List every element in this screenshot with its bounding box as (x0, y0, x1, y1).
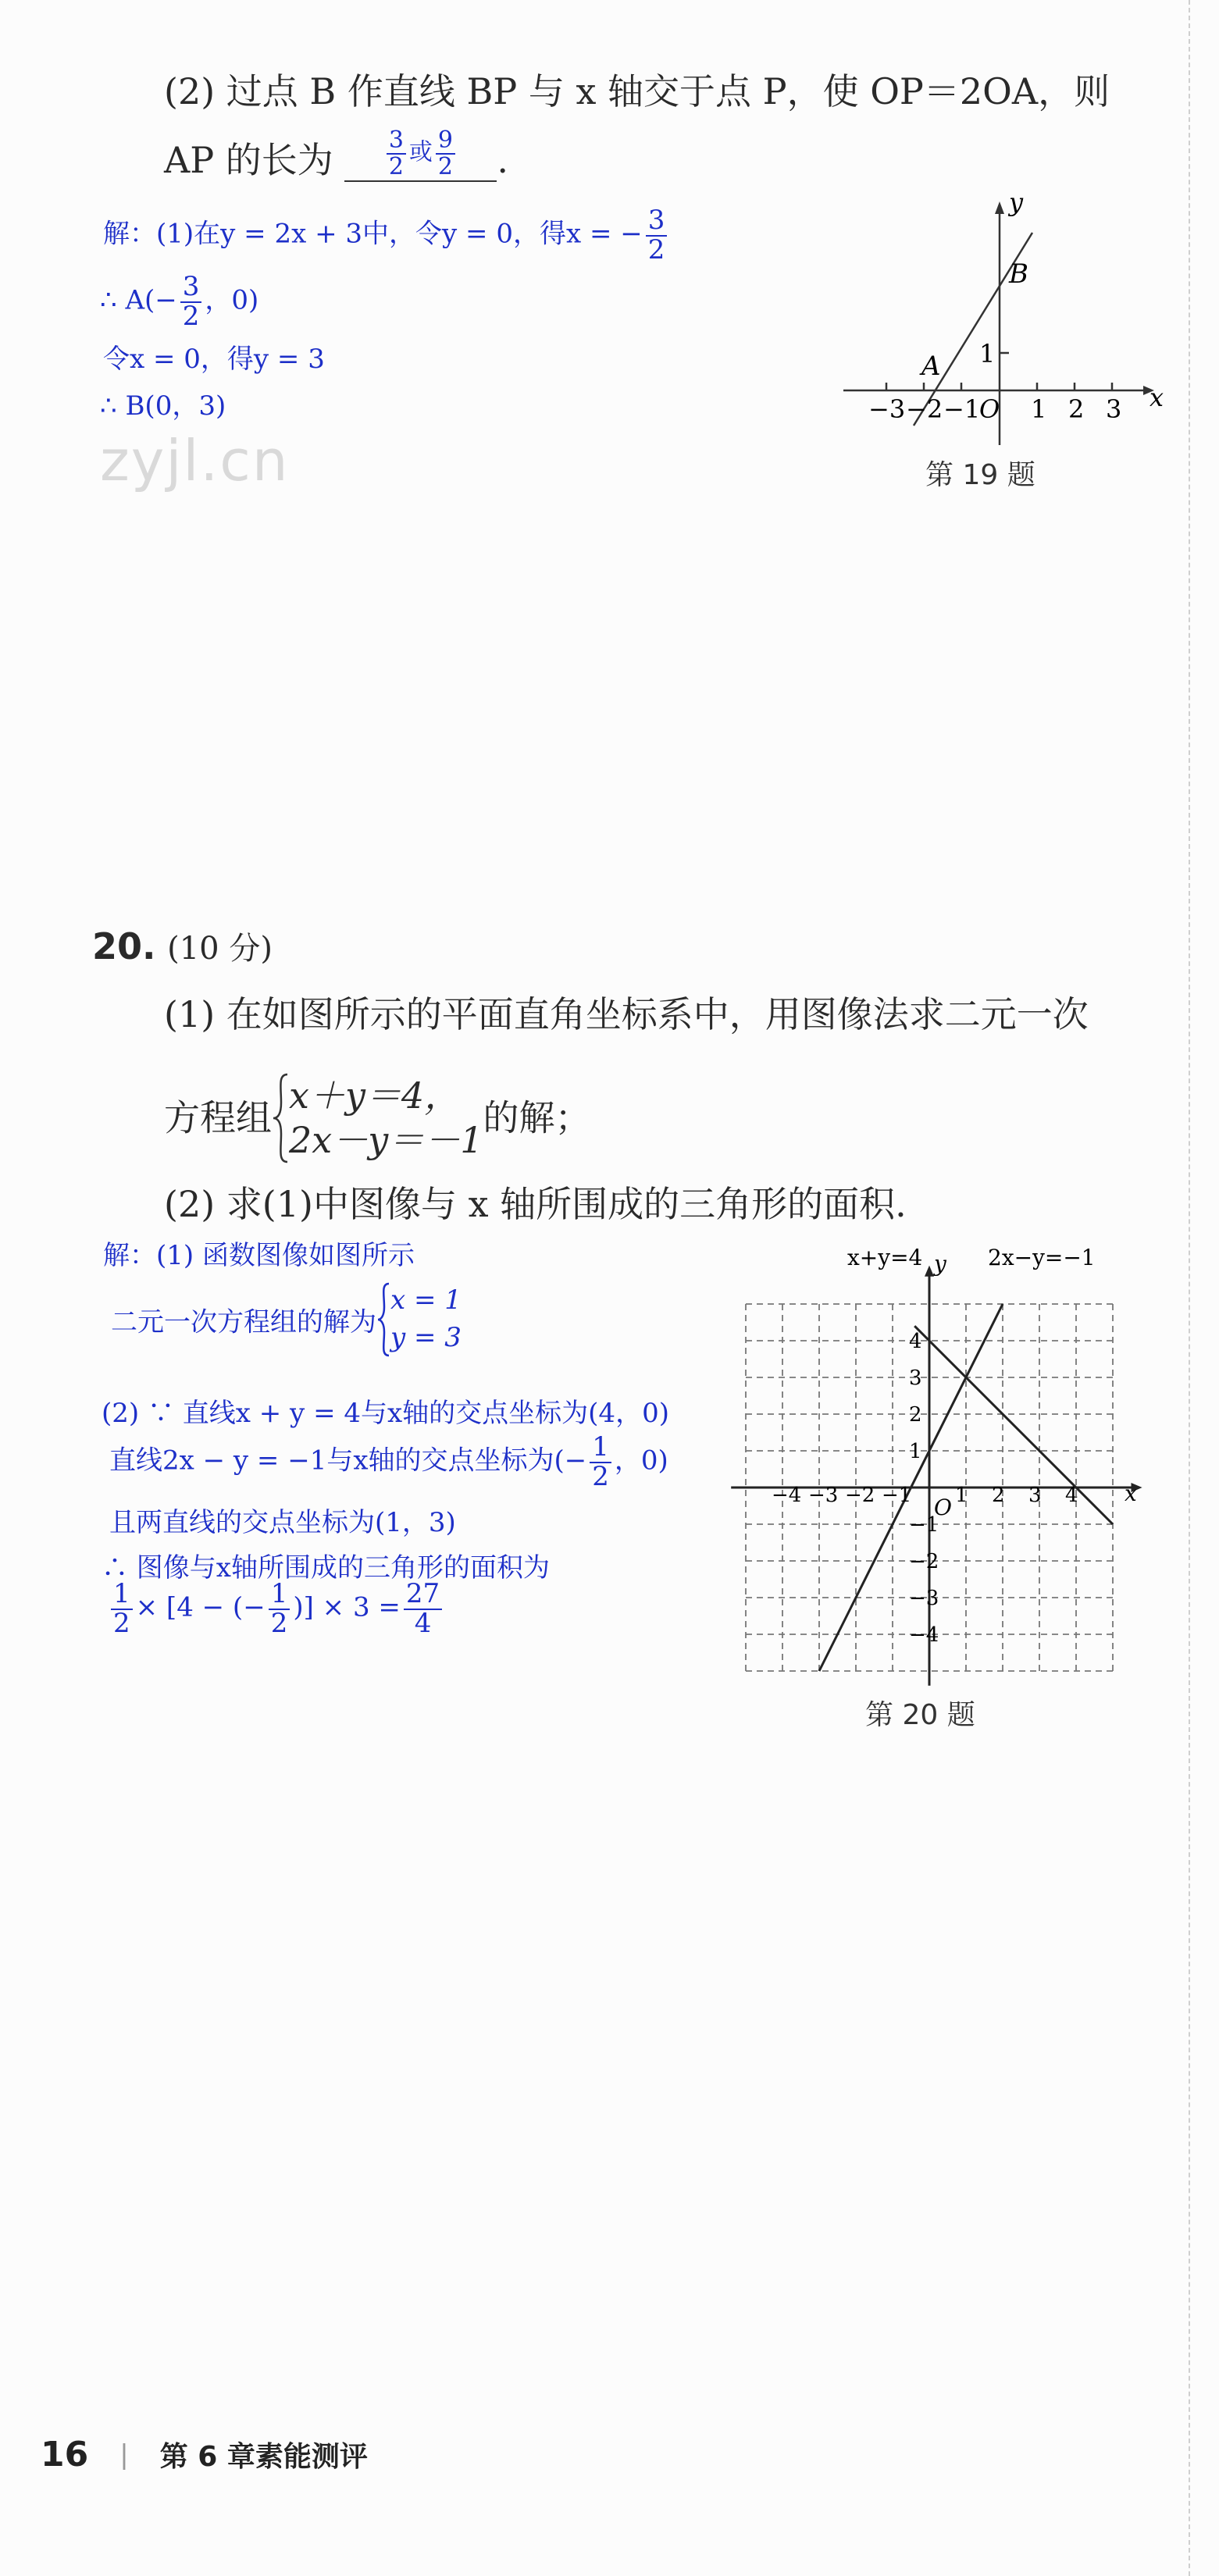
q20-tick-x: 4 (1065, 1484, 1078, 1507)
answer-a-den: 2 (388, 152, 404, 180)
q20-sol-system (390, 1282, 462, 1356)
q20-sol-l7-mid1: × [4 − (− (135, 1591, 266, 1623)
q20-solution-line6: ∴ 图像与x轴所围成的三角形的面积为 (102, 1552, 550, 1584)
q20-number: 20. (92, 925, 156, 967)
answer-blank (344, 126, 497, 182)
q19-label-one-y: 1 (979, 339, 996, 369)
answer-connector: 或 (408, 138, 433, 166)
answer-b-num: 9 (436, 128, 455, 155)
q20-tick-x: −3 (808, 1484, 839, 1507)
q19-solution-line1 (103, 207, 670, 264)
q20-sol-l7-mid2: )] × 3 = (293, 1591, 401, 1623)
q19-sol-l1-text: 解：(1)在y = 2x + 3中，令y = 0，得x = − (103, 218, 643, 250)
q19-label-B: B (1009, 258, 1028, 290)
q20-tick-x: 1 (955, 1484, 968, 1507)
q20-part1-system (164, 1071, 590, 1165)
q20-solution-line1: 解：(1) 函数图像如图所示 (103, 1240, 415, 1271)
q20-tick-y: 4 (909, 1330, 922, 1353)
q19-label-y: y (1009, 195, 1024, 217)
q20-equations (289, 1074, 483, 1163)
q19-label-A: A (921, 351, 941, 382)
footer (41, 2435, 368, 2474)
watermark: zyjl.cn (100, 428, 290, 493)
q20-tick-x: 3 (1028, 1484, 1042, 1507)
q20-tick-x: −4 (772, 1484, 802, 1507)
page-edge-divider (1189, 0, 1190, 2576)
q20-tick-y: 2 (909, 1403, 922, 1427)
brace-icon (272, 1071, 289, 1165)
q20-tick-y: 3 (909, 1366, 922, 1390)
q19-label-x: x (1149, 383, 1164, 412)
q20-sol-l4-suffix: ，0) (614, 1445, 668, 1477)
q20-tick-x: 2 (992, 1484, 1005, 1507)
q20-part1-line1: (1) 在如图所示的平面直角坐标系中，用图像法求二元一次 (164, 993, 1089, 1035)
q20-sol-l7-a-num: 1 (111, 1580, 133, 1610)
q20-tick-y: −4 (909, 1623, 939, 1647)
q19-part2-line2 (164, 126, 509, 182)
q20-figure (718, 1242, 1164, 1694)
q19-answer (344, 128, 497, 179)
q19-sol-l1-num: 3 (646, 207, 668, 237)
q19-tick-x: −2 (906, 394, 943, 424)
q20-caption: 第 20 题 (865, 1699, 975, 1731)
q20-axis-x: x (1125, 1480, 1137, 1506)
q20-y-arrow (925, 1266, 934, 1277)
q19-label-O: O (979, 394, 1000, 424)
q20-axis-y: y (934, 1251, 946, 1277)
q20-sol-eq1: x = 1 (390, 1284, 462, 1317)
q20-line-label-1: x+y=4 (847, 1245, 923, 1270)
q19-figure (836, 195, 1164, 445)
q19-tick-x: 2 (1068, 394, 1085, 424)
q19-part2-line1: (2) 过点 B 作直线 BP 与 x 轴交于点 P，使 OP＝2OA，则 (164, 70, 1110, 112)
q20-tick-y: −2 (909, 1550, 939, 1573)
q20-sol-l4-prefix: 直线2x − y = −1与x轴的交点坐标为(− (109, 1445, 587, 1477)
q20-tick-y: −3 (909, 1587, 939, 1610)
q20-solution-line4 (109, 1431, 668, 1492)
q19-y-arrow (995, 201, 1004, 214)
q20-solution-line3: (2) ∵ 直线x + y = 4与x轴的交点坐标为(4，0) (102, 1398, 669, 1429)
q20-eq1: x＋y＝4， (289, 1074, 461, 1117)
q19-tick-x: −1 (943, 394, 981, 424)
q19-sol-l1-den: 2 (647, 233, 665, 265)
q20-tick-x: −2 (845, 1484, 875, 1507)
q20-sol-l7-b-num: 1 (269, 1580, 290, 1610)
q20-sol-l7-a-den: 2 (113, 1607, 130, 1639)
footer-separator: | (119, 2439, 129, 2471)
q20-sol-l4-den: 2 (592, 1460, 609, 1492)
q20-solution-line5: 且两直线的交点坐标为(1，3) (109, 1507, 456, 1538)
q20-sol-l2-prefix: 二元一次方程组的解为 (111, 1306, 376, 1338)
q19-caption: 第 19 题 (925, 459, 1035, 491)
q19-tick-x: −3 (868, 394, 906, 424)
q19-sol-l2-suffix: ，0) (205, 284, 259, 316)
q20-tick-y: 1 (909, 1440, 922, 1463)
q19-sol-l2-den: 2 (182, 300, 200, 332)
q20-tick-x: −1 (882, 1484, 912, 1507)
q19-part2-line2-suffix: . (497, 139, 509, 181)
q20-sol-l4-num: 1 (590, 1434, 611, 1463)
q20-eq2: 2x－y＝－1 (289, 1119, 483, 1161)
q19-solution-line4: ∴ B(0，3) (100, 390, 226, 422)
q20-origin: O (934, 1495, 952, 1520)
q19-part2-line2-prefix: AP 的长为 (164, 139, 333, 181)
answer-a-num: 3 (387, 128, 406, 155)
q20-part1-prefix: 方程组 (164, 1096, 272, 1139)
q20-sol-l7-c-den: 4 (414, 1607, 432, 1639)
brace-icon (376, 1281, 390, 1359)
q19-tick-x: 1 (1031, 394, 1047, 424)
q19-tick-x: 3 (1106, 394, 1122, 424)
q20-header (92, 925, 273, 968)
q20-points: (10 分) (167, 931, 273, 967)
q19-solution-line2 (100, 273, 258, 330)
q19-solution-line3: 令x = 0，得y = 3 (103, 344, 325, 375)
answer-b-den: 2 (437, 152, 454, 180)
q20-sol-l7-c-num: 27 (404, 1580, 442, 1610)
footer-title: 第 6 章素能测评 (159, 2441, 368, 2473)
page-number: 16 (41, 2435, 89, 2474)
q19-sol-l2-num: 3 (180, 273, 202, 303)
q20-solution-line7 (108, 1580, 445, 1637)
q20-part2: (2) 求(1)中图像与 x 轴所围成的三角形的面积. (164, 1183, 907, 1225)
q20-line-label-2: 2x−y=−1 (988, 1245, 1096, 1270)
q19-sol-l2-prefix: ∴ A(− (100, 284, 177, 316)
q20-sol-eq2: y = 3 (390, 1322, 462, 1353)
q20-sol-l7-b-den: 2 (270, 1607, 288, 1639)
q20-solution-line2 (111, 1281, 462, 1366)
q20-tick-y: −1 (909, 1513, 939, 1537)
q20-part1-suffix: 的解； (483, 1096, 591, 1139)
